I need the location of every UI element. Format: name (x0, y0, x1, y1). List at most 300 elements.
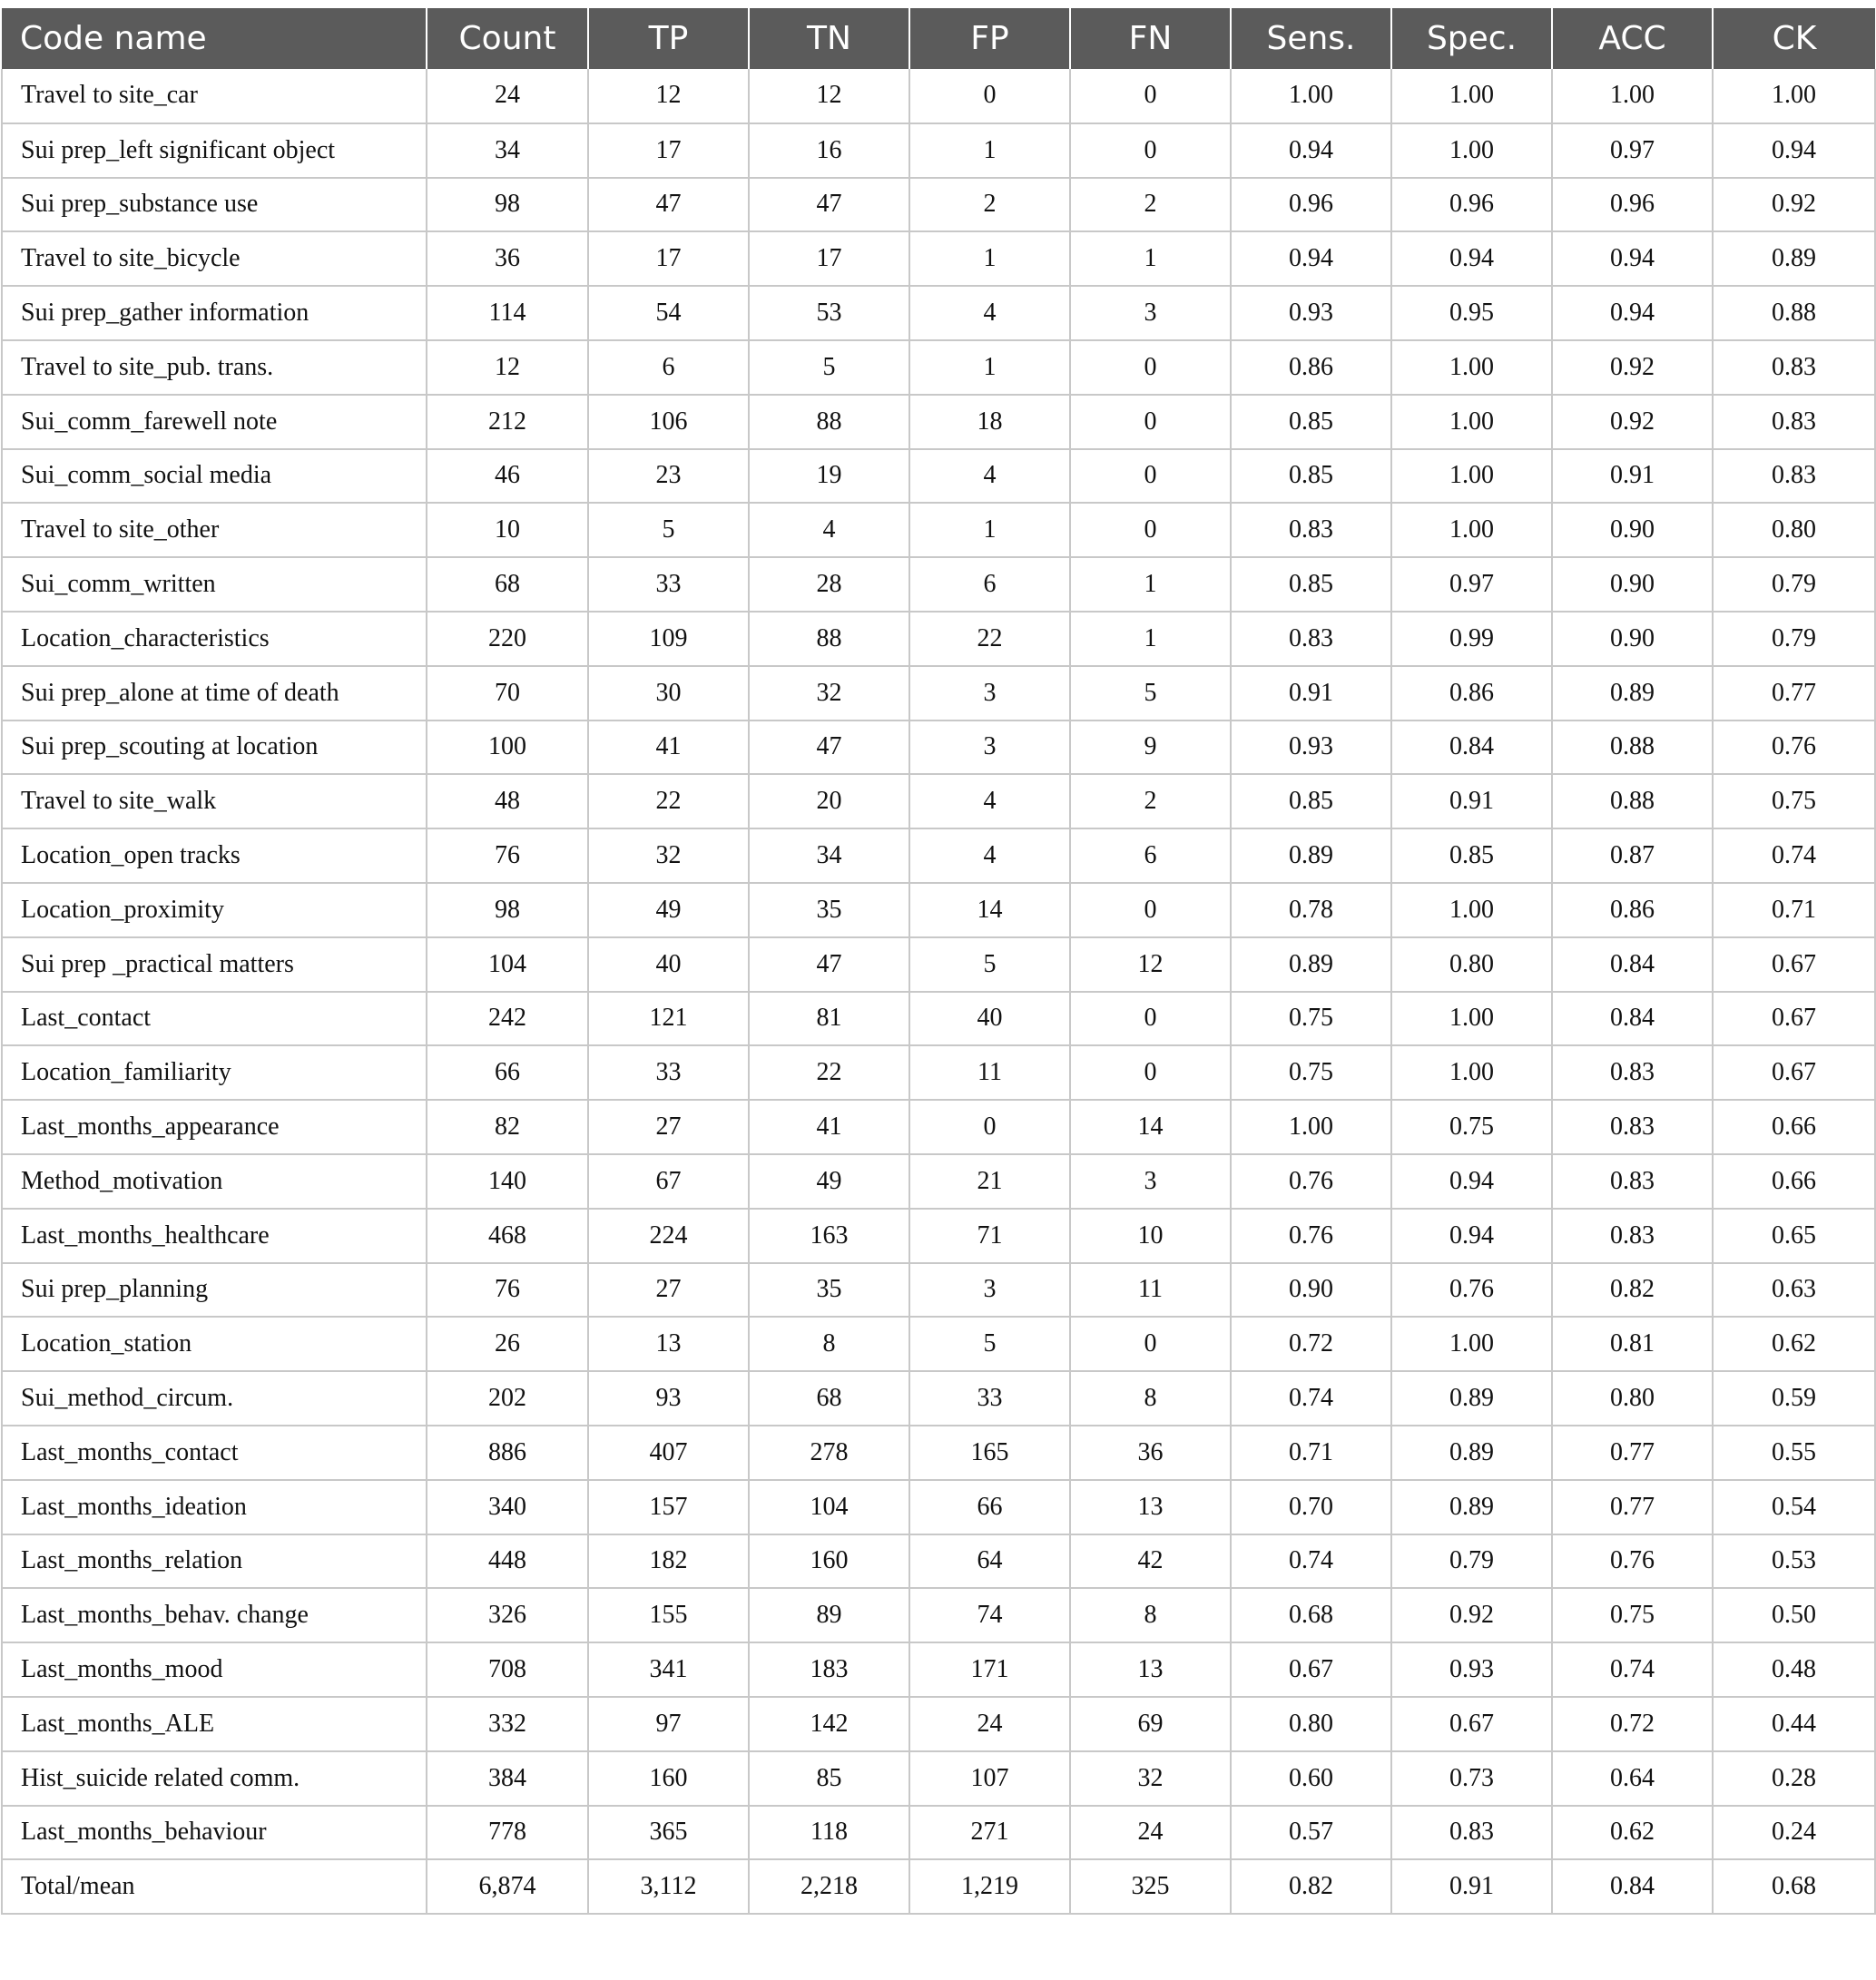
cell-acc: 0.91 (1552, 449, 1713, 504)
cell-fp: 171 (909, 1642, 1070, 1697)
cell-sens: 0.94 (1231, 123, 1391, 178)
cell-fn: 0 (1070, 340, 1231, 395)
cell-spec: 1.00 (1391, 883, 1552, 937)
cell-tp: 17 (588, 123, 749, 178)
cell-count: 708 (427, 1642, 588, 1697)
cell-sens: 0.80 (1231, 1697, 1391, 1751)
cell-ck: 0.66 (1713, 1154, 1875, 1209)
table-row (2, 449, 1875, 504)
cell-fn: 0 (1070, 1045, 1231, 1100)
cell-tn: 68 (749, 1371, 909, 1426)
cell-code-name: Location_characteristics (2, 612, 427, 666)
cell-spec: 0.89 (1391, 1480, 1552, 1534)
cell-fp: 66 (909, 1480, 1070, 1534)
cell-count: 66 (427, 1045, 588, 1100)
cell-tp: 17 (588, 231, 749, 286)
cell-fn: 36 (1070, 1426, 1231, 1480)
cell-sens: 0.91 (1231, 666, 1391, 720)
cell-tn: 35 (749, 883, 909, 937)
cell-ck: 0.83 (1713, 395, 1875, 449)
cell-fp: 0 (909, 69, 1070, 123)
cell-ck: 0.55 (1713, 1426, 1875, 1480)
cell-code-name: Sui_comm_written (2, 557, 427, 612)
cell-code-name: Last_months_ALE (2, 1697, 427, 1751)
table-row (2, 1534, 1875, 1589)
cell-sens: 0.57 (1231, 1806, 1391, 1860)
cell-tp: 155 (588, 1588, 749, 1642)
cell-ck: 0.77 (1713, 666, 1875, 720)
cell-fn: 14 (1070, 1100, 1231, 1154)
table-row (2, 1642, 1875, 1697)
cell-spec: 0.91 (1391, 774, 1552, 828)
cell-sens: 1.00 (1231, 1100, 1391, 1154)
cell-code-name: Last_months_mood (2, 1642, 427, 1697)
cell-fn: 0 (1070, 449, 1231, 504)
cell-tp: 23 (588, 449, 749, 504)
cell-sens: 0.85 (1231, 557, 1391, 612)
cell-tn: 49 (749, 1154, 909, 1209)
cell-acc: 0.84 (1552, 1859, 1713, 1914)
column-header-ck: CK (1713, 8, 1875, 69)
cell-acc: 0.86 (1552, 883, 1713, 937)
cell-fn: 0 (1070, 503, 1231, 557)
cell-acc: 0.77 (1552, 1480, 1713, 1534)
cell-ck: 0.66 (1713, 1100, 1875, 1154)
cell-tn: 142 (749, 1697, 909, 1751)
cell-fp: 1 (909, 123, 1070, 178)
table-row (2, 286, 1875, 340)
cell-acc: 0.62 (1552, 1806, 1713, 1860)
cell-count: 26 (427, 1317, 588, 1371)
cell-fn: 32 (1070, 1751, 1231, 1806)
cell-count: 46 (427, 449, 588, 504)
cell-tn: 89 (749, 1588, 909, 1642)
cell-tp: 109 (588, 612, 749, 666)
cell-count: 326 (427, 1588, 588, 1642)
cell-spec: 0.93 (1391, 1642, 1552, 1697)
table-row (2, 1209, 1875, 1263)
cell-acc: 0.83 (1552, 1154, 1713, 1209)
table-row (2, 1317, 1875, 1371)
cell-spec: 0.94 (1391, 1154, 1552, 1209)
cell-acc: 0.88 (1552, 720, 1713, 775)
cell-fp: 1 (909, 340, 1070, 395)
column-header-tp: TP (588, 8, 749, 69)
cell-sens: 0.86 (1231, 340, 1391, 395)
cell-count: 98 (427, 178, 588, 232)
table-row (2, 1045, 1875, 1100)
cell-sens: 0.89 (1231, 937, 1391, 992)
cell-count: 100 (427, 720, 588, 775)
cell-sens: 0.67 (1231, 1642, 1391, 1697)
cell-tn: 16 (749, 123, 909, 178)
cell-tp: 5 (588, 503, 749, 557)
cell-code-name: Sui prep_alone at time of death (2, 666, 427, 720)
table-row (2, 503, 1875, 557)
cell-fp: 6 (909, 557, 1070, 612)
table-row (2, 937, 1875, 992)
cell-acc: 0.83 (1552, 1045, 1713, 1100)
cell-tp: 54 (588, 286, 749, 340)
cell-sens: 0.74 (1231, 1371, 1391, 1426)
column-header-count: Count (427, 8, 588, 69)
cell-tp: 121 (588, 992, 749, 1046)
cell-fp: 22 (909, 612, 1070, 666)
cell-acc: 0.84 (1552, 937, 1713, 992)
cell-tp: 32 (588, 828, 749, 883)
cell-ck: 1.00 (1713, 69, 1875, 123)
cell-count: 76 (427, 1263, 588, 1318)
cell-code-name: Location_familiarity (2, 1045, 427, 1100)
cell-fp: 71 (909, 1209, 1070, 1263)
table-row (2, 123, 1875, 178)
cell-fn: 11 (1070, 1263, 1231, 1318)
cell-sens: 0.94 (1231, 231, 1391, 286)
cell-ck: 0.67 (1713, 937, 1875, 992)
cell-code-name: Last_months_behav. change (2, 1588, 427, 1642)
cell-code-name: Last_months_ideation (2, 1480, 427, 1534)
cell-fp: 271 (909, 1806, 1070, 1860)
cell-sens: 0.70 (1231, 1480, 1391, 1534)
cell-ck: 0.62 (1713, 1317, 1875, 1371)
table-row (2, 178, 1875, 232)
cell-fn: 1 (1070, 231, 1231, 286)
cell-fn: 8 (1070, 1588, 1231, 1642)
cell-acc: 0.89 (1552, 666, 1713, 720)
cell-acc: 0.96 (1552, 178, 1713, 232)
cell-spec: 0.83 (1391, 1806, 1552, 1860)
cell-ck: 0.88 (1713, 286, 1875, 340)
cell-ck: 0.83 (1713, 340, 1875, 395)
cell-fp: 74 (909, 1588, 1070, 1642)
cell-tn: 5 (749, 340, 909, 395)
cell-tp: 97 (588, 1697, 749, 1751)
cell-sens: 0.68 (1231, 1588, 1391, 1642)
cell-tn: 28 (749, 557, 909, 612)
cell-tn: 85 (749, 1751, 909, 1806)
cell-tn: 4 (749, 503, 909, 557)
cell-fn: 6 (1070, 828, 1231, 883)
cell-ck: 0.75 (1713, 774, 1875, 828)
cell-count: 242 (427, 992, 588, 1046)
cell-count: 778 (427, 1806, 588, 1860)
cell-code-name: Last_months_appearance (2, 1100, 427, 1154)
total-row (2, 1859, 1875, 1914)
results-table-container (1, 8, 1874, 1915)
cell-fp: 64 (909, 1534, 1070, 1589)
cell-tp: 12 (588, 69, 749, 123)
cell-count: 36 (427, 231, 588, 286)
cell-fn: 1 (1070, 612, 1231, 666)
cell-acc: 0.92 (1552, 395, 1713, 449)
cell-acc: 0.83 (1552, 1100, 1713, 1154)
cell-ck: 0.76 (1713, 720, 1875, 775)
column-header-acc: ACC (1552, 8, 1713, 69)
cell-spec: 1.00 (1391, 340, 1552, 395)
cell-fn: 2 (1070, 178, 1231, 232)
table-row (2, 1751, 1875, 1806)
cell-spec: 1.00 (1391, 992, 1552, 1046)
cell-acc: 0.94 (1552, 286, 1713, 340)
cell-fp: 4 (909, 774, 1070, 828)
cell-acc: 0.72 (1552, 1697, 1713, 1751)
column-header-sens: Sens. (1231, 8, 1391, 69)
cell-code-name: Method_motivation (2, 1154, 427, 1209)
cell-ck: 0.74 (1713, 828, 1875, 883)
table-row (2, 1480, 1875, 1534)
cell-spec: 0.96 (1391, 178, 1552, 232)
cell-spec: 1.00 (1391, 395, 1552, 449)
cell-count: 82 (427, 1100, 588, 1154)
cell-code-name: Last_months_healthcare (2, 1209, 427, 1263)
cell-fp: 24 (909, 1697, 1070, 1751)
cell-tn: 22 (749, 1045, 909, 1100)
table-row (2, 1426, 1875, 1480)
cell-acc: 0.83 (1552, 1209, 1713, 1263)
table-row (2, 231, 1875, 286)
cell-code-name: Hist_suicide related comm. (2, 1751, 427, 1806)
table-row (2, 774, 1875, 828)
cell-sens: 0.93 (1231, 286, 1391, 340)
cell-acc: 0.75 (1552, 1588, 1713, 1642)
cell-ck: 0.71 (1713, 883, 1875, 937)
table-row (2, 1100, 1875, 1154)
cell-code-name: Travel to site_bicycle (2, 231, 427, 286)
cell-sens: 0.93 (1231, 720, 1391, 775)
cell-spec: 0.94 (1391, 1209, 1552, 1263)
cell-acc: 0.82 (1552, 1263, 1713, 1318)
cell-spec: 0.85 (1391, 828, 1552, 883)
cell-count: 12 (427, 340, 588, 395)
cell-fn: 3 (1070, 286, 1231, 340)
cell-fp: 2 (909, 178, 1070, 232)
cell-spec: 0.84 (1391, 720, 1552, 775)
cell-acc: 0.90 (1552, 557, 1713, 612)
cell-code-name: Sui prep_scouting at location (2, 720, 427, 775)
cell-spec: 0.80 (1391, 937, 1552, 992)
cell-acc: 0.74 (1552, 1642, 1713, 1697)
cell-acc: 1.00 (1552, 69, 1713, 123)
cell-spec: 0.79 (1391, 1534, 1552, 1589)
cell-count: 70 (427, 666, 588, 720)
cell-tn: 118 (749, 1806, 909, 1860)
cell-spec: 0.95 (1391, 286, 1552, 340)
cell-code-name: Sui prep_left significant object (2, 123, 427, 178)
cell-sens: 0.89 (1231, 828, 1391, 883)
cell-sens: 0.78 (1231, 883, 1391, 937)
cell-ck: 0.94 (1713, 123, 1875, 178)
cell-tn: 41 (749, 1100, 909, 1154)
cell-code-name: Last_months_behaviour (2, 1806, 427, 1860)
cell-sens: 0.60 (1231, 1751, 1391, 1806)
cell-fn: 325 (1070, 1859, 1231, 1914)
cell-acc: 0.88 (1552, 774, 1713, 828)
cell-tp: 6 (588, 340, 749, 395)
cell-fp: 3 (909, 720, 1070, 775)
cell-code-name: Sui_method_circum. (2, 1371, 427, 1426)
cell-count: 98 (427, 883, 588, 937)
cell-tn: 47 (749, 720, 909, 775)
cell-ck: 0.92 (1713, 178, 1875, 232)
cell-count: 340 (427, 1480, 588, 1534)
cell-fp: 33 (909, 1371, 1070, 1426)
cell-spec: 1.00 (1391, 1045, 1552, 1100)
cell-spec: 0.92 (1391, 1588, 1552, 1642)
cell-fn: 1 (1070, 557, 1231, 612)
cell-tp: 407 (588, 1426, 749, 1480)
cell-code-name: Sui_comm_farewell note (2, 395, 427, 449)
cell-fp: 11 (909, 1045, 1070, 1100)
cell-ck: 0.68 (1713, 1859, 1875, 1914)
table-row (2, 666, 1875, 720)
table-row (2, 992, 1875, 1046)
cell-tp: 30 (588, 666, 749, 720)
cell-sens: 0.75 (1231, 1045, 1391, 1100)
cell-ck: 0.59 (1713, 1371, 1875, 1426)
cell-fp: 40 (909, 992, 1070, 1046)
cell-ck: 0.53 (1713, 1534, 1875, 1589)
cell-code-name: Sui prep _practical matters (2, 937, 427, 992)
cell-count: 212 (427, 395, 588, 449)
cell-sens: 0.85 (1231, 774, 1391, 828)
cell-tn: 88 (749, 612, 909, 666)
column-header-code-name: Code name (2, 8, 427, 69)
cell-acc: 0.90 (1552, 503, 1713, 557)
code-performance-table (1, 8, 1876, 1915)
cell-code-name: Sui prep_planning (2, 1263, 427, 1318)
cell-tp: 224 (588, 1209, 749, 1263)
cell-code-name: Sui prep_gather information (2, 286, 427, 340)
cell-fp: 4 (909, 286, 1070, 340)
cell-tp: 341 (588, 1642, 749, 1697)
cell-fn: 13 (1070, 1480, 1231, 1534)
cell-ck: 0.67 (1713, 1045, 1875, 1100)
cell-code-name: Location_station (2, 1317, 427, 1371)
cell-code-name: Sui_comm_social media (2, 449, 427, 504)
cell-tn: 20 (749, 774, 909, 828)
cell-ck: 0.65 (1713, 1209, 1875, 1263)
cell-fn: 0 (1070, 1317, 1231, 1371)
cell-ck: 0.63 (1713, 1263, 1875, 1318)
cell-tn: 8 (749, 1317, 909, 1371)
cell-count: 104 (427, 937, 588, 992)
cell-tn: 19 (749, 449, 909, 504)
column-header-tn: TN (749, 8, 909, 69)
cell-sens: 0.75 (1231, 992, 1391, 1046)
cell-ck: 0.67 (1713, 992, 1875, 1046)
cell-spec: 1.00 (1391, 69, 1552, 123)
table-row (2, 720, 1875, 775)
cell-fp: 1,219 (909, 1859, 1070, 1914)
cell-tn: 47 (749, 937, 909, 992)
cell-ck: 0.83 (1713, 449, 1875, 504)
table-body (2, 69, 1875, 1914)
table-row (2, 883, 1875, 937)
table-row (2, 1263, 1875, 1318)
cell-tn: 88 (749, 395, 909, 449)
cell-spec: 0.86 (1391, 666, 1552, 720)
table-row (2, 828, 1875, 883)
cell-code-name: Last_months_relation (2, 1534, 427, 1589)
cell-sens: 0.76 (1231, 1209, 1391, 1263)
cell-tp: 106 (588, 395, 749, 449)
cell-tp: 3,112 (588, 1859, 749, 1914)
cell-code-name: Travel to site_pub. trans. (2, 340, 427, 395)
cell-fn: 2 (1070, 774, 1231, 828)
cell-code-name: Travel to site_walk (2, 774, 427, 828)
cell-fn: 0 (1070, 883, 1231, 937)
cell-code-name: Sui prep_substance use (2, 178, 427, 232)
table-row (2, 69, 1875, 123)
cell-sens: 0.90 (1231, 1263, 1391, 1318)
cell-fp: 165 (909, 1426, 1070, 1480)
cell-count: 114 (427, 286, 588, 340)
cell-fn: 13 (1070, 1642, 1231, 1697)
cell-spec: 1.00 (1391, 1317, 1552, 1371)
cell-tn: 35 (749, 1263, 909, 1318)
cell-spec: 0.89 (1391, 1371, 1552, 1426)
cell-tp: 47 (588, 178, 749, 232)
cell-count: 24 (427, 69, 588, 123)
cell-acc: 0.77 (1552, 1426, 1713, 1480)
cell-count: 68 (427, 557, 588, 612)
cell-count: 76 (427, 828, 588, 883)
cell-fp: 4 (909, 449, 1070, 504)
cell-tn: 104 (749, 1480, 909, 1534)
cell-count: 384 (427, 1751, 588, 1806)
cell-tp: 33 (588, 557, 749, 612)
cell-count: 448 (427, 1534, 588, 1589)
cell-sens: 0.72 (1231, 1317, 1391, 1371)
cell-ck: 0.79 (1713, 557, 1875, 612)
cell-tp: 33 (588, 1045, 749, 1100)
cell-count: 886 (427, 1426, 588, 1480)
cell-fp: 1 (909, 231, 1070, 286)
cell-acc: 0.92 (1552, 340, 1713, 395)
cell-sens: 0.83 (1231, 503, 1391, 557)
cell-spec: 0.73 (1391, 1751, 1552, 1806)
cell-fp: 5 (909, 937, 1070, 992)
table-header (2, 8, 1875, 69)
cell-count: 332 (427, 1697, 588, 1751)
cell-tn: 53 (749, 286, 909, 340)
cell-count: 202 (427, 1371, 588, 1426)
column-header-fp: FP (909, 8, 1070, 69)
cell-code-name: Last_months_contact (2, 1426, 427, 1480)
cell-fn: 5 (1070, 666, 1231, 720)
cell-count: 468 (427, 1209, 588, 1263)
cell-spec: 0.76 (1391, 1263, 1552, 1318)
cell-spec: 1.00 (1391, 449, 1552, 504)
cell-ck: 0.89 (1713, 231, 1875, 286)
cell-fn: 9 (1070, 720, 1231, 775)
cell-spec: 0.91 (1391, 1859, 1552, 1914)
cell-code-name: Travel to site_car (2, 69, 427, 123)
cell-tn: 160 (749, 1534, 909, 1589)
column-header-spec: Spec. (1391, 8, 1552, 69)
cell-acc: 0.64 (1552, 1751, 1713, 1806)
cell-spec: 1.00 (1391, 503, 1552, 557)
cell-count: 34 (427, 123, 588, 178)
cell-code-name: Last_contact (2, 992, 427, 1046)
cell-fn: 0 (1070, 992, 1231, 1046)
cell-sens: 0.74 (1231, 1534, 1391, 1589)
cell-tp: 160 (588, 1751, 749, 1806)
cell-tp: 49 (588, 883, 749, 937)
cell-fn: 42 (1070, 1534, 1231, 1589)
cell-tn: 32 (749, 666, 909, 720)
cell-fp: 18 (909, 395, 1070, 449)
